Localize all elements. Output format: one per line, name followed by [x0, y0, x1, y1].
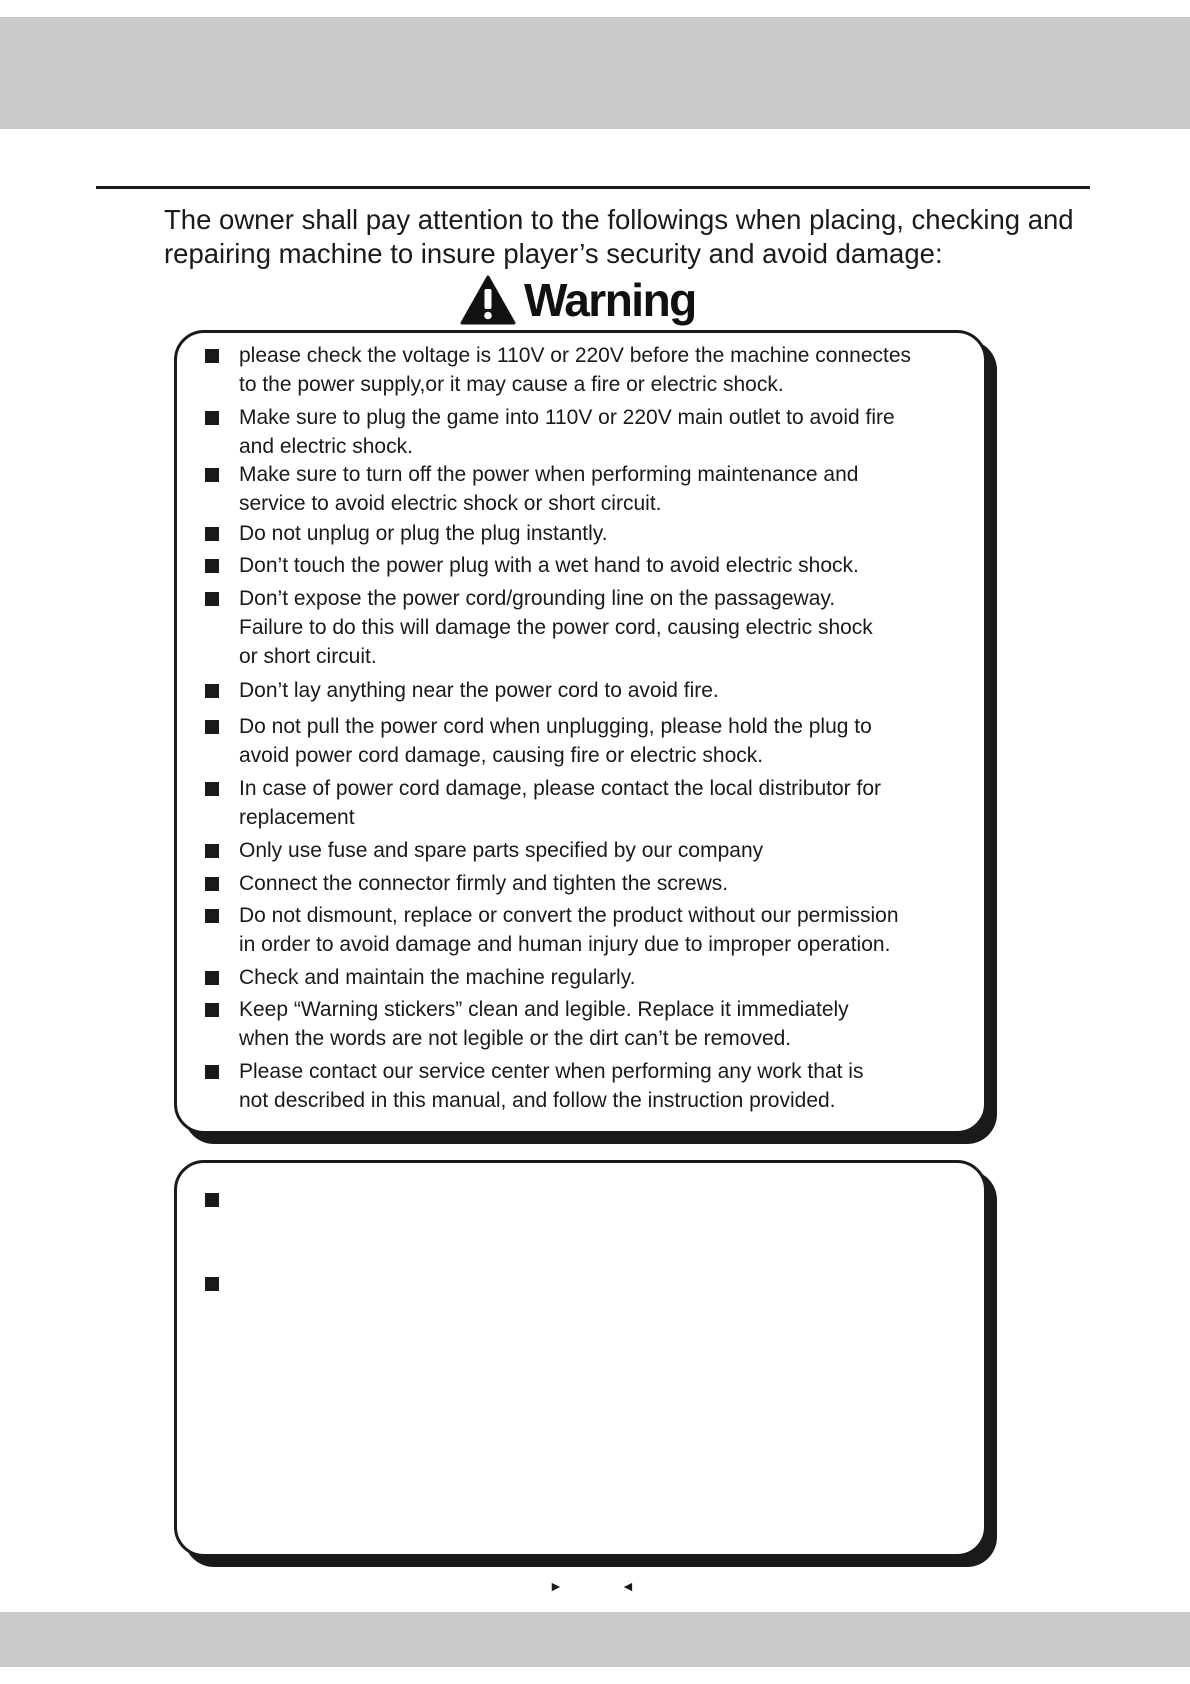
- bullet-square-icon: [205, 909, 219, 923]
- header-rule: [96, 186, 1090, 189]
- bullet-square-icon: [205, 468, 219, 482]
- bullet-square-icon: [205, 1193, 219, 1207]
- bullet-square-icon: [205, 349, 219, 363]
- footer-marker-right: ◄: [621, 1578, 635, 1594]
- warning-text: Make sure to turn off the power when performing maintenance and service to avoid electric shock or short circuit.: [239, 463, 859, 515]
- bullet-square-icon: [205, 1065, 219, 1079]
- bullet-square-icon: [205, 782, 219, 796]
- warning-text: Connect the connector firmly and tighten the screws.: [239, 872, 729, 895]
- warning-triangle-icon: [460, 275, 516, 325]
- footer-band: [0, 1612, 1190, 1667]
- warning-text: Check and maintain the machine regularly.: [239, 966, 636, 989]
- bullet-square-icon: [205, 684, 219, 698]
- warning-text: Please contact our service center when performing any work that is not described in this manual, and follow the instruction provided.: [239, 1060, 864, 1112]
- bullet-square-icon: [205, 971, 219, 985]
- warning-text: Don’t touch the power plug with a wet hand to avoid electric shock.: [239, 554, 859, 577]
- warning-text: Keep “Warning stickers” clean and legible. Replace it immediately when the words are not legible or the dirt can’t be removed.: [239, 998, 849, 1050]
- warning-text: please check the voltage is 110V or 220V before the machine connectes to the power supply,or it may cause a fire or electric shock.: [239, 344, 912, 396]
- warning-text: Don’t expose the power cord/grounding line on the passageway. Failure to do this will damage the power cord, causing electric shock or short circuit.: [239, 587, 873, 668]
- header-band: [0, 17, 1190, 129]
- intro-paragraph: The owner shall pay attention to the followings when placing, checking and repairing machine to insure player’s security and avoid damage:: [164, 204, 1074, 269]
- bullet-square-icon: [205, 592, 219, 606]
- bullet-square-icon: [205, 559, 219, 573]
- warning-heading: [460, 272, 696, 328]
- warning-text: Do not unplug or plug the plug instantly.: [239, 522, 608, 545]
- warning-box: [174, 330, 987, 1134]
- bullet-square-icon: [205, 411, 219, 425]
- warning-text: Do not pull the power cord when unplugging, please hold the plug to avoid power cord damage, causing fire or electric shock.: [239, 715, 872, 767]
- caution-box: [174, 1160, 987, 1557]
- warning-text: Make sure to plug the game into 110V or 220V main outlet to avoid fire and electric shock.: [239, 406, 895, 458]
- bullet-square-icon: [205, 877, 219, 891]
- warning-text: In case of power cord damage, please contact the local distributor for replacement: [239, 777, 882, 829]
- warning-text: Don’t lay anything near the power cord to avoid fire.: [239, 679, 719, 702]
- warning-title: Warning: [524, 274, 696, 326]
- bullet-square-icon: [205, 1277, 219, 1291]
- bullet-square-icon: [205, 720, 219, 734]
- footer-marker-left: ►: [549, 1578, 563, 1594]
- warning-text: Only use fuse and spare parts specified by our company: [239, 839, 764, 862]
- bullet-square-icon: [205, 844, 219, 858]
- warning-text: Do not dismount, replace or convert the product without our permission in order to avoid damage and human injury due to improper operation.: [239, 904, 899, 956]
- bullet-square-icon: [205, 527, 219, 541]
- bullet-square-icon: [205, 1003, 219, 1017]
